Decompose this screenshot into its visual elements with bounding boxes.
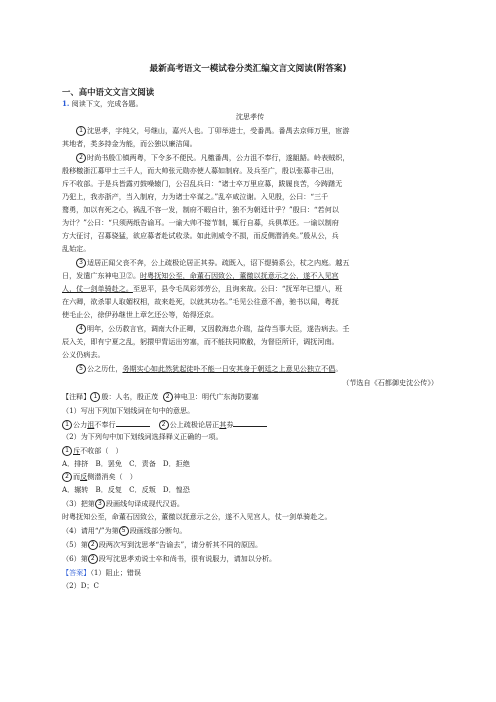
question-header <box>62 99 438 108</box>
answer-line-1: 【答案】（1）阻止；错误 <box>62 568 141 577</box>
paragraph-5-line-1: 5 公之历仕，务期实心如此然犹起徒卟不能一日安其身于朝廷之上意见公独立不倡。 <box>62 364 438 374</box>
paragraph-2-line-7: 方大征讨，召募骁猛，欲应募者赴试收录。如此则威令不损，而反侧潜消矣。”殷从公，兵 <box>62 231 339 240</box>
paragraph-2-line-5: 鹜勇，加以有死之心，祸乱不容一发，制府不暇自计，独不为朝廷计乎？”殷曰：“若何以 <box>62 205 339 214</box>
subquestion-2-item-2: 2 而反侧潜消矣（ ） <box>62 472 438 482</box>
answer-blank[interactable] <box>233 419 267 427</box>
paragraph-number-icon: 1 <box>76 126 86 136</box>
paragraph-3-line-4: 在六卿，欲杀罪人取媚权相，故来赴死，以就其功名。”毛见公往意不善，驰书以闻，粤抚 <box>62 297 339 306</box>
question-instruction: 阅读下文，完成各题。 <box>71 99 143 108</box>
subquestion-2-options-2[interactable]: A．辗转 B．反复 C．反叛 D．惶恐 <box>62 485 190 494</box>
answer-blank[interactable] <box>116 419 150 427</box>
paragraph-1-line-2: 其地者，类多持金为能，而公独以廉洁闻。 <box>62 139 197 148</box>
paragraph-1-line-1: 1 沈思孝，字纯父，号继山，嘉兴人也。丁卯举进士，受番禺。番禺去京师万里，宦游 <box>62 126 438 136</box>
answer-line-2: （2）D；C <box>62 581 99 590</box>
subquestion-1-items: 1 公力沮不奉行 2 公上疏极论居正其券 <box>62 419 438 430</box>
item-number-icon: 2 <box>62 472 72 482</box>
paragraph-3-line-5: 使毛止公，徐伊孙继世上章乞还公等，始得还京。 <box>62 310 219 319</box>
subquestion-1: （1）写出下列加下划线词在句中的意思。 <box>62 406 195 415</box>
paragraph-2-line-8: 乱始定。 <box>62 244 91 253</box>
paragraph-2-line-6: 为计？”公曰：“只须两纸告谕耳。一谕大帅不接节制，辄行自募，兵俱革还。一谕以制府 <box>62 218 339 227</box>
item-number-icon: 1 <box>62 446 72 456</box>
paragraph-3-line-2: 日，发遣广东神电卫②。时粤抚知公至，命董石因致公，董徼以抚意示之公，遂不入见宫 <box>62 271 339 280</box>
section-title: 一、高中语文文言文阅读 <box>62 87 155 97</box>
subquestion-2-options-1[interactable]: A．排挤 B．罢免 C．责备 D．拒绝 <box>62 459 190 468</box>
paragraph-2-line-2: 殷移檄浙江募甲士三千人，而大帅张元勋亦使人募如制府。及兵至广，殷以张募非己出， <box>62 166 339 175</box>
paragraph-4-line-1: 4 明年，公历救言官，调南大仆正卿，又因救海忠介瑞，益侍当事大臣，遂告病去。壬 <box>62 324 438 334</box>
paragraph-number-icon: 3 <box>76 258 86 268</box>
answer-label: 【答案】 <box>62 568 91 577</box>
subquestion-2: （2）为下列句中加下划线词选择释义正确的一项。 <box>62 432 223 441</box>
footnote-marker: ② <box>125 271 133 280</box>
underlined-sentence: 务期实心如此然犹起徒卟不能一日安其身于朝廷之上意见公独立不倡 <box>122 364 336 373</box>
paragraph-4-line-3: 公义仍病去。 <box>62 350 105 359</box>
passage-source: （节选自《石都御史沈公传》） <box>342 378 438 387</box>
paragraph-2-line-1: 2 时尚书殷①镇两粤，下令多不便民。凡檄番禺，公力沮不奉行，遂龃龉。岭表贼织， <box>62 153 438 163</box>
paragraph-4-line-2: 辰入关，即有宁夏之乱，躬擐甲胄运出穷塞，而不能扶同欺敝，为督臣所讦，调抚河南。 <box>62 337 339 346</box>
underlined-sentence: 时粤抚知公至，命董石因致公，董徼以抚意示之公，遂不入见宫 <box>140 271 339 280</box>
note-number-icon: 1 <box>90 392 100 402</box>
paragraph-ref-icon: 5 <box>119 526 129 536</box>
subquestion-2-item-1: 1 斥不收部（ ） <box>62 446 438 456</box>
passage-title: 沈思孝传 <box>235 112 265 121</box>
underlined-sentence-end: 人，仗一剑单骑赴之。 <box>62 284 133 293</box>
document-title: 最新高考语文一模试卷分类汇编文言文阅读(附答案) <box>149 64 347 74</box>
paragraph-number-icon: 5 <box>76 364 86 374</box>
paragraph-ref-icon: 3 <box>95 499 105 509</box>
item-number-icon: 2 <box>159 420 169 430</box>
subquestion-4: （4）请用“/”为第 5 段画线部分断句。 <box>62 526 187 535</box>
note-number-icon: 2 <box>163 392 173 402</box>
footnote-marker: ① <box>115 153 123 162</box>
paragraph-2-line-4: 乃犯上，我亦浙产，当入制府，力为诸士卒谋之。”乱卒咸泣谢。入见殷，公曰：“三千 <box>62 192 329 201</box>
paragraph-number-icon: 4 <box>76 324 86 334</box>
paragraph-ref-icon: 2 <box>88 540 98 550</box>
subquestion-3-sentence: 时粤抚知公至，命董石因致公，董徼以抚意示之公，遂不入见宫人，仗一剑单骑赴之。 <box>62 512 332 521</box>
notes: 【注释】 1 殷：人名，殷正茂 2 神电卫：明代广东海防要塞 <box>62 392 259 401</box>
question-number: 1. <box>62 99 70 108</box>
paragraph-ref-icon: 2 <box>88 554 98 564</box>
subquestion-6: （6）第 2 段写沈思孝劝说士卒和尚书，很有说服力，请加以分析。 <box>62 554 277 563</box>
item-number-icon: 1 <box>62 420 72 430</box>
paragraph-2-line-3: 斥不收部。于是兵皆露刃鼓噪辕门，公召乱兵曰：“诸士卒万里应募，跋履良苦，今踌躇无 <box>62 179 343 188</box>
subquestion-5: （5）第 2 段两次写到沈思孝“告谕去”，请分析其不同的原因。 <box>62 540 263 549</box>
paragraph-3-line-3: 人，仗一剑单骑赴之。至思平，县令毛凤彩郊劳公，且询来故。公曰：“抚军年已望八，班 <box>62 284 343 293</box>
paragraph-3-line-1: 3 适居正闻父丧不奔，公上疏极论居正其券。疏既入，诏下缇骑系公，杖之内庭。越五 <box>62 258 438 268</box>
paragraph-number-icon: 2 <box>76 153 86 163</box>
subquestion-3: （3）把第 3 段画线句译成现代汉语。 <box>62 499 184 508</box>
